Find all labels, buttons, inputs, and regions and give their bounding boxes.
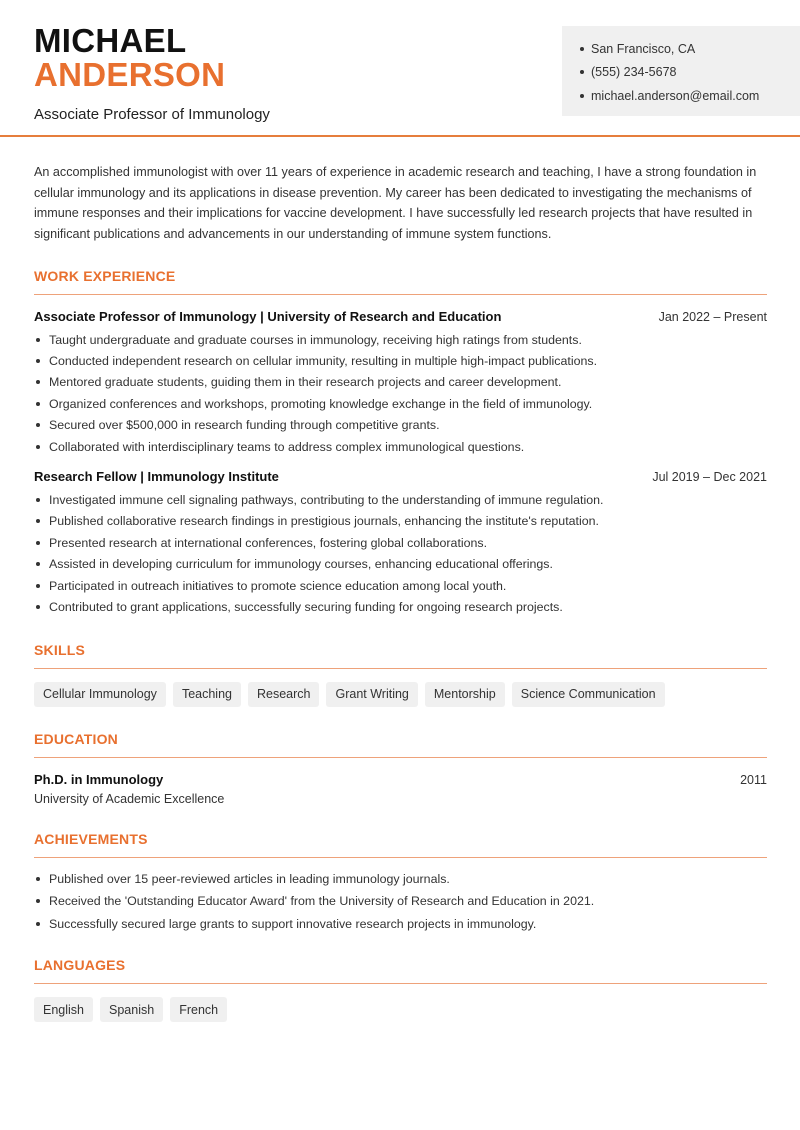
- languages-section: [34, 957, 767, 1022]
- section-divider: [34, 294, 767, 295]
- list-item: [34, 372, 767, 393]
- bullet-text: Published over 15 peer-reviewed articles in leading immunology journals.: [49, 871, 450, 886]
- list-item: [34, 596, 767, 617]
- bullet-dot-icon: [580, 70, 584, 74]
- bullet-text: Assisted in developing curriculum for immunology courses, enhancing educational offerings.: [49, 557, 553, 572]
- bullet-dot-icon: [36, 922, 40, 926]
- bullet-dot-icon: [36, 445, 40, 449]
- contact-phone: [580, 61, 800, 85]
- bullet-text: Participated in outreach initiatives to promote science education among local youth.: [49, 578, 507, 593]
- list-item: [34, 415, 767, 436]
- bullet-text: Mentored graduate students, guiding them in their research projects and career development.: [49, 375, 562, 390]
- bullet-text: Secured over $500,000 in research funding through competitive grants.: [49, 418, 440, 433]
- list-item: [34, 913, 767, 936]
- section-title-education: EDUCATION: [34, 730, 118, 747]
- bullet-dot-icon: [580, 47, 584, 51]
- degree: Ph.D. in Immunology: [34, 771, 164, 787]
- list-item: [34, 532, 767, 553]
- job-entry: [34, 309, 767, 457]
- language-chip: French: [170, 997, 227, 1022]
- job-bullets: [34, 489, 767, 617]
- bullet-dot-icon: [36, 605, 40, 609]
- list-item: [34, 436, 767, 457]
- graduation-year: 2011: [740, 772, 767, 787]
- achievements-list: [34, 868, 767, 936]
- bullet-text: Received the 'Outstanding Educator Award' from the University of Research and Education in 2021.: [49, 894, 595, 909]
- skills-section: [34, 642, 767, 707]
- job-title-line: Research Fellow | Immunology Institute: [34, 469, 279, 485]
- job-date: Jan 2022 – Present: [658, 310, 767, 324]
- section-title-achievements: ACHIEVEMENTS: [34, 830, 148, 847]
- location-text: San Francisco, CA: [591, 41, 696, 56]
- bullet-dot-icon: [36, 338, 40, 342]
- work-experience-section: [34, 268, 767, 618]
- bullet-dot-icon: [36, 541, 40, 545]
- list-item: [34, 393, 767, 414]
- bullet-dot-icon: [36, 359, 40, 363]
- section-title-languages: LANGUAGES: [34, 957, 126, 974]
- bullet-text: Successfully secured large grants to support innovative research projects in immunology.: [49, 916, 537, 931]
- section-title-skills: SKILLS: [34, 641, 85, 658]
- phone-text: (555) 234-5678: [591, 65, 677, 80]
- job-title: Associate Professor of Immunology: [34, 106, 270, 123]
- bullet-text: Taught undergraduate and graduate courses in immunology, receiving high ratings from students.: [49, 332, 582, 347]
- bullet-dot-icon: [36, 562, 40, 566]
- skill-chip: Science Communication: [512, 682, 665, 707]
- skill-chip: Cellular Immunology: [34, 682, 166, 707]
- bullet-text: Collaborated with interdisciplinary teams to address complex immunological questions.: [49, 439, 525, 454]
- list-item: [34, 350, 767, 371]
- contact-box: [562, 26, 800, 116]
- email-text: michael.anderson@email.com: [591, 88, 760, 103]
- job-bullets: [34, 329, 767, 457]
- bullet-dot-icon: [36, 899, 40, 903]
- skill-chip: Mentorship: [425, 682, 505, 707]
- skills-chips: [34, 682, 767, 707]
- job-header: [34, 469, 767, 484]
- bullet-dot-icon: [36, 498, 40, 502]
- list-item: [34, 575, 767, 596]
- achievements-section: [34, 831, 767, 936]
- bullet-dot-icon: [36, 519, 40, 523]
- resume-body: [34, 162, 767, 1022]
- contact-email: [580, 84, 800, 108]
- bullet-dot-icon: [36, 877, 40, 881]
- list-item: [34, 329, 767, 350]
- summary-paragraph: An accomplished immunologist with over 11 years of experience in academic research and teaching, I have a strong foundation in cellular immunology and its applications in disease prevention. My career has been dedicated to investigating the mechanisms of immune responses and their implications for vaccine development. I have successfully led research projects that have resulted in significant publications and advancements in our understanding of immune system functions.: [34, 165, 757, 241]
- bullet-text: Conducted independent research on cellular immunity, resulting in multiple high-impact publications.: [49, 354, 598, 369]
- school-name: University of Academic Excellence: [34, 791, 225, 806]
- section-divider: [34, 983, 767, 984]
- list-item: [34, 554, 767, 575]
- bullet-text: Contributed to grant applications, successfully securing funding for ongoing research projects.: [49, 599, 563, 614]
- bullet-dot-icon: [36, 423, 40, 427]
- bullet-dot-icon: [580, 94, 584, 98]
- section-divider: [34, 857, 767, 858]
- language-chip: Spanish: [100, 997, 163, 1022]
- bullet-text: Organized conferences and workshops, promoting knowledge exchange in the field of immunology.: [49, 396, 593, 411]
- first-name: MICHAEL: [34, 22, 187, 59]
- contact-location: [580, 37, 800, 61]
- skill-chip: Grant Writing: [326, 682, 417, 707]
- name-block: [34, 24, 270, 123]
- bullet-text: Presented research at international conferences, fostering global collaborations.: [49, 535, 488, 550]
- job-header: [34, 309, 767, 324]
- language-chips: [34, 997, 767, 1022]
- section-divider: [34, 757, 767, 758]
- education-section: [34, 731, 767, 806]
- section-divider: [34, 668, 767, 669]
- job-entry: [34, 469, 767, 617]
- job-title-line: Associate Professor of Immunology | University of Research and Education: [34, 309, 502, 324]
- list-item: [34, 868, 767, 891]
- bullet-dot-icon: [36, 380, 40, 384]
- section-title-work: WORK EXPERIENCE: [34, 268, 176, 284]
- education-header: [34, 772, 767, 787]
- list-item: [34, 489, 767, 510]
- skill-chip: Research: [248, 682, 320, 707]
- bullet-text: Investigated immune cell signaling pathways, contributing to the understanding of immune regulation.: [49, 493, 604, 508]
- language-chip: English: [34, 997, 93, 1022]
- job-date: Jul 2019 – Dec 2021: [652, 470, 767, 485]
- resume-header: [0, 0, 800, 137]
- bullet-dot-icon: [36, 584, 40, 588]
- bullet-text: Published collaborative research findings in prestigious journals, enhancing the institute's reputation.: [49, 514, 599, 529]
- skill-chip: Teaching: [173, 682, 241, 707]
- list-item: [34, 511, 767, 532]
- last-name: ANDERSON: [34, 56, 226, 93]
- list-item: [34, 890, 767, 913]
- bullet-dot-icon: [36, 402, 40, 406]
